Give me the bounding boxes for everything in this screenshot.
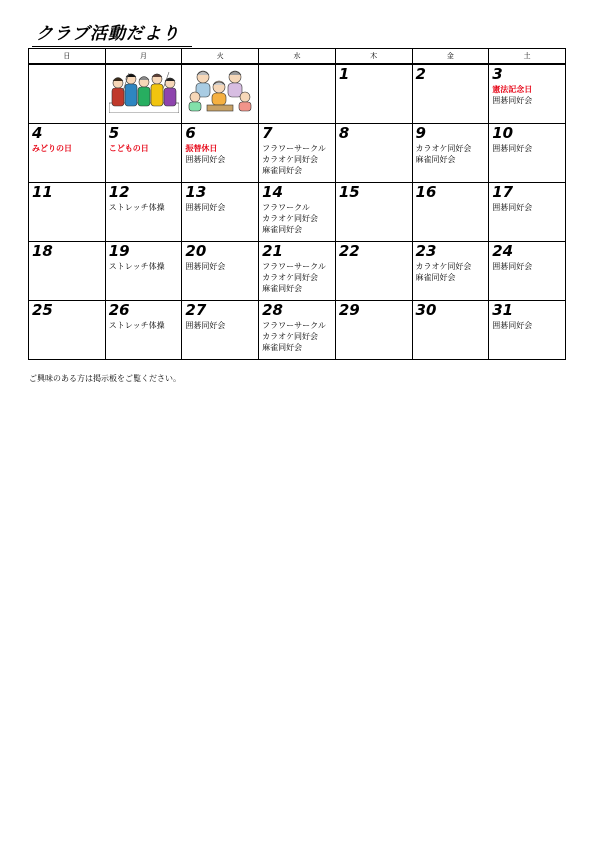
day-number: 17 bbox=[492, 183, 514, 201]
weekday-header-fri: 金 bbox=[412, 49, 489, 65]
day-number: 8 bbox=[338, 124, 350, 142]
event-label: カラオケ同好会 bbox=[262, 155, 318, 164]
holiday-label: 憲法記念日 bbox=[492, 85, 533, 94]
weekday-header-mon: 月 bbox=[105, 49, 182, 65]
event-label: 囲碁同好会 bbox=[185, 262, 226, 271]
day-number: 19 bbox=[108, 242, 130, 260]
day-cell-wed bbox=[259, 124, 336, 183]
event-label: カラオケ同好会 bbox=[415, 262, 472, 271]
event-label: フラワーサークル bbox=[262, 321, 326, 330]
day-number: 5 bbox=[108, 124, 120, 142]
day-number: 31 bbox=[492, 301, 514, 319]
day-cell-fri bbox=[412, 242, 489, 301]
day-number: 7 bbox=[262, 124, 273, 142]
day-cell-thu bbox=[335, 183, 412, 242]
day-number: 26 bbox=[108, 301, 130, 319]
event-label: 囲碁同好会 bbox=[492, 96, 533, 105]
event-label: フラワークル bbox=[262, 203, 310, 212]
footer-note: ご興味のある方は掲示板をご覧ください。 bbox=[29, 374, 181, 383]
day-number: 29 bbox=[338, 301, 360, 319]
group-of-people-illustration bbox=[109, 67, 179, 113]
day-cell-mon bbox=[105, 183, 182, 242]
day-number: 15 bbox=[338, 183, 360, 201]
event-label: 麻雀同好会 bbox=[262, 225, 303, 234]
weekday-header-sat: 土 bbox=[489, 49, 566, 65]
day-cell-thu bbox=[335, 242, 412, 301]
event-label: 麻雀同好会 bbox=[415, 273, 456, 282]
event-label: フラワーサークル bbox=[262, 262, 326, 271]
day-cell-mon bbox=[105, 301, 182, 360]
event-label: 囲碁同好会 bbox=[492, 203, 533, 212]
event-label: 囲碁同好会 bbox=[185, 155, 226, 164]
event-label: 囲碁同好会 bbox=[492, 262, 533, 271]
day-number: 18 bbox=[32, 242, 53, 260]
day-number: 22 bbox=[338, 242, 360, 260]
day-cell-sat bbox=[489, 64, 566, 124]
day-number: 27 bbox=[185, 301, 207, 319]
day-number: 12 bbox=[108, 183, 130, 201]
event-label: 麻雀同好会 bbox=[262, 166, 303, 175]
event-label: 麻雀同好会 bbox=[262, 343, 303, 352]
day-cell-thu bbox=[335, 301, 412, 360]
holiday-label: 振替休日 bbox=[185, 144, 218, 153]
day-number: 28 bbox=[262, 301, 283, 319]
day-cell-sun bbox=[29, 301, 106, 360]
calendar-table bbox=[28, 48, 566, 360]
event-label: 囲碁同好会 bbox=[185, 203, 226, 212]
day-number: 20 bbox=[185, 242, 207, 260]
day-cell-fri bbox=[412, 183, 489, 242]
day-number: 24 bbox=[492, 242, 514, 260]
day-number: 25 bbox=[32, 301, 53, 319]
day-number: 30 bbox=[415, 301, 437, 319]
weekday-header-thu: 木 bbox=[335, 49, 412, 65]
weekday-header-tue: 火 bbox=[182, 49, 259, 65]
day-cell-tue bbox=[182, 124, 259, 183]
calendar-body bbox=[29, 64, 566, 360]
day-cell-wed bbox=[259, 301, 336, 360]
day-number: 21 bbox=[262, 242, 283, 260]
day-cell-sat bbox=[489, 124, 566, 183]
event-label: 囲碁同好会 bbox=[492, 144, 533, 153]
elderly-people-illustration bbox=[185, 67, 255, 113]
day-cell-wed bbox=[259, 183, 336, 242]
day-cell-sat bbox=[489, 301, 566, 360]
day-number: 1 bbox=[338, 65, 350, 83]
weekday-header-row bbox=[29, 49, 566, 65]
day-cell-thu bbox=[335, 64, 412, 124]
day-cell-sat bbox=[489, 242, 566, 301]
event-label: 囲碁同好会 bbox=[185, 321, 226, 330]
day-cell-fri bbox=[412, 124, 489, 183]
day-number: 4 bbox=[32, 124, 43, 142]
day-number: 11 bbox=[32, 183, 53, 201]
day-number: 23 bbox=[415, 242, 437, 260]
day-number: 2 bbox=[415, 65, 426, 83]
event-label: カラオケ同好会 bbox=[415, 144, 472, 153]
event-label: カラオケ同好会 bbox=[262, 273, 318, 282]
event-label: カラオケ同好会 bbox=[262, 214, 318, 223]
day-cell-wed bbox=[259, 64, 336, 124]
day-cell-sat bbox=[489, 183, 566, 242]
day-cell-sun bbox=[29, 64, 106, 124]
day-cell-sun bbox=[29, 124, 106, 183]
week-row bbox=[29, 124, 566, 183]
event-label: ストレッチ体操 bbox=[108, 203, 165, 212]
week-row bbox=[29, 64, 566, 124]
event-label: 囲碁同好会 bbox=[492, 321, 533, 330]
page-title: クラブ活動だより bbox=[36, 24, 180, 44]
weekday-header-sun: 日 bbox=[29, 49, 106, 65]
day-number: 14 bbox=[262, 183, 283, 201]
title-underline bbox=[32, 46, 192, 47]
day-number: 13 bbox=[185, 183, 207, 201]
event-label: 麻雀同好会 bbox=[415, 155, 456, 164]
event-label: フラワーサークル bbox=[262, 144, 326, 153]
day-cell-fri bbox=[412, 301, 489, 360]
week-row bbox=[29, 301, 566, 360]
holiday-label: みどりの日 bbox=[32, 144, 72, 153]
day-cell-fri bbox=[412, 64, 489, 124]
day-cell-tue bbox=[182, 301, 259, 360]
day-cell-tue bbox=[182, 64, 259, 124]
day-cell-sun bbox=[29, 183, 106, 242]
event-label: ストレッチ体操 bbox=[108, 262, 165, 271]
day-cell-tue bbox=[182, 242, 259, 301]
week-row bbox=[29, 242, 566, 301]
day-cell-mon bbox=[105, 124, 182, 183]
weekday-header-wed: 水 bbox=[259, 49, 336, 65]
event-label: ストレッチ体操 bbox=[108, 321, 165, 330]
day-number: 6 bbox=[185, 124, 196, 142]
day-cell-thu bbox=[335, 124, 412, 183]
day-number: 16 bbox=[415, 183, 437, 201]
day-number: 3 bbox=[492, 65, 503, 83]
event-label: カラオケ同好会 bbox=[262, 332, 318, 341]
day-cell-mon bbox=[105, 64, 182, 124]
day-cell-wed bbox=[259, 242, 336, 301]
day-cell-sun bbox=[29, 242, 106, 301]
week-row bbox=[29, 183, 566, 242]
day-number: 9 bbox=[415, 124, 426, 142]
day-cell-tue bbox=[182, 183, 259, 242]
day-cell-mon bbox=[105, 242, 182, 301]
day-number: 10 bbox=[492, 124, 514, 142]
event-label: 麻雀同好会 bbox=[262, 284, 303, 293]
holiday-label: こどもの日 bbox=[108, 144, 149, 153]
